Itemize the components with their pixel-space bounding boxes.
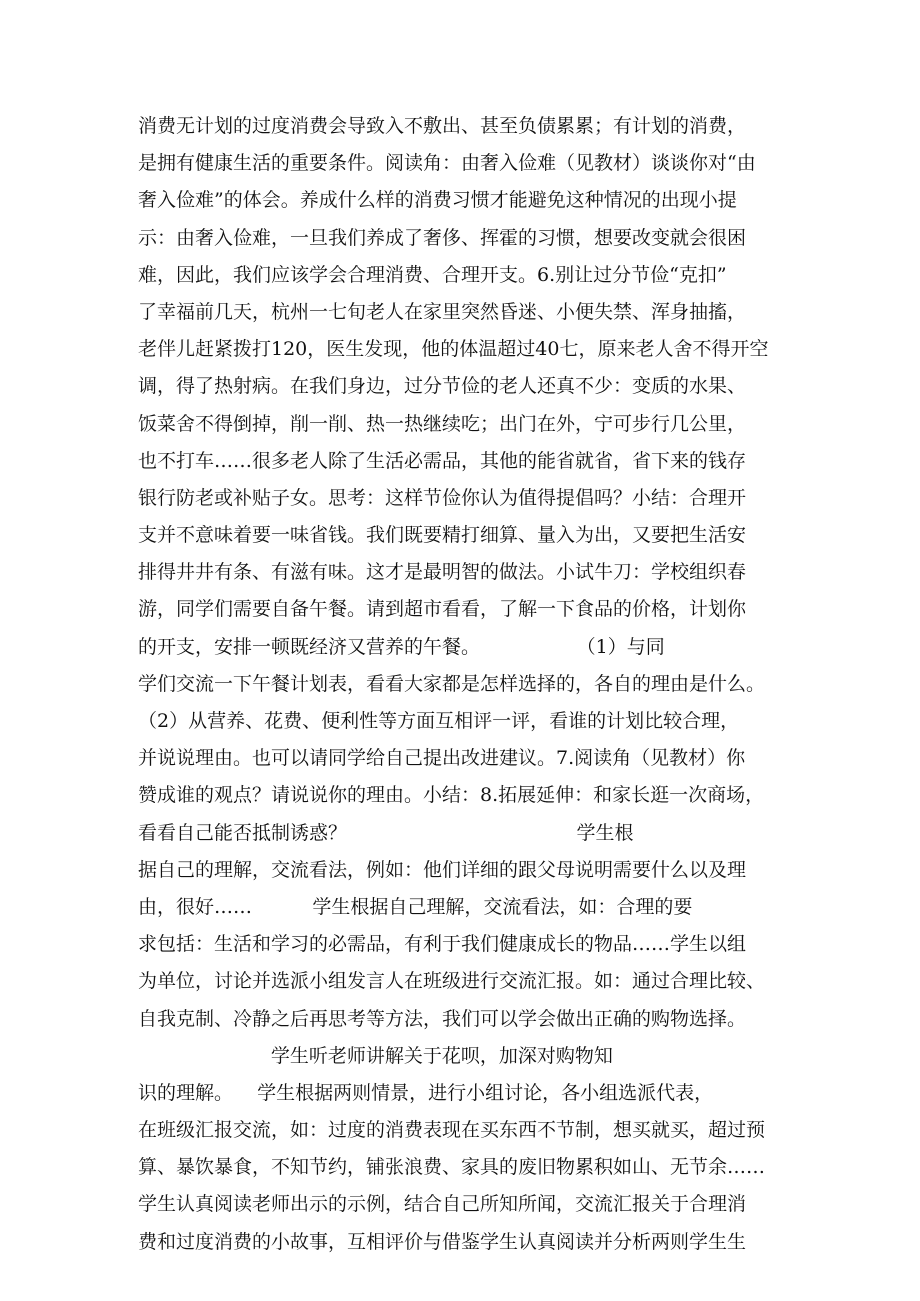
text-line: 老伴儿赶紧拨打120，医生发现，他的体温超过40七，原来老人舍不得开空 xyxy=(138,338,769,361)
text-line: 排得井井有条、有滋有味。这才是最明智的做法。小试牛刀：学校组织春 xyxy=(138,561,747,584)
text-line: 算、暴饮暴食，不知节约，铺张浪费、家具的废旧物累积如山、无节余…… xyxy=(138,1156,766,1179)
text-line: 在班级汇报交流，如：过度的消费表现在买东西不节制，想买就买，超过预 xyxy=(138,1119,766,1142)
text-line: 的开支，安排一顿既经济又营养的午餐。 （1）与同 xyxy=(138,635,665,658)
text-line: 消费无计划的过度消费会导致入不敷出、甚至负债累累；有计划的消费， xyxy=(138,115,747,137)
text-line: 难，因此，我们应该学会合理消费、合理开支。6.别让过分节俭“克扣” xyxy=(138,263,727,286)
text-line: 由，很好…… 学生根据自己理解，交流看法，如：合理的要 xyxy=(138,895,693,918)
text-line: 银行防老或补贴子女。思考：这样节俭你认为值得提倡吗？小结：合理开 xyxy=(138,486,747,509)
text-line: 奢入俭难”的体会。养成什么样的消费习惯才能避免这种情况的出现小提 xyxy=(138,189,737,212)
text-line: 也不打车……很多老人除了生活必需品，其他的能省就省，省下来的钱存 xyxy=(138,449,747,472)
text-line: 为单位，讨论并选派小组发言人在班级进行交流汇报。如：通过合理比较、 xyxy=(138,970,766,993)
text-line: （2）从营养、花费、便利性等方面互相评一评，看谁的计划比较合理， xyxy=(138,710,740,732)
text-line: 饭菜舍不得倒掉，削一削、热一热继续吃；出门在外，宁可步行几公里， xyxy=(138,412,747,435)
text-line: 费和过度消费的小故事，互相评价与借鉴学生认真阅读并分析两则学生生 xyxy=(138,1230,747,1253)
body-text xyxy=(138,108,798,1261)
text-line: 调，得了热射病。在我们身边，过分节俭的老人还真不少：变质的水果、 xyxy=(138,375,747,398)
text-line: 看看自己能否抵制诱惑？ 学生根 xyxy=(138,821,634,844)
text-line: 自我克制、冷静之后再思考等方法，我们可以学会做出正确的购物选择。 xyxy=(138,1007,747,1030)
text-line: 并说说理由。也可以请同学给自己提出改进建议。7.阅读角（见教材）你 xyxy=(138,747,746,770)
text-line: 支并不意味着要一味省钱。我们既要精打细算、量入为出，又要把生活安 xyxy=(138,524,747,547)
text-line: 求包括：生活和学习的必需品，有利于我们健康成长的物品……学生以组 xyxy=(138,933,747,956)
text-line: 了幸福前几天，杭州一七旬老人在家里突然昏迷、小便失禁、浑身抽搐， xyxy=(138,300,747,323)
text-line: 示：由奢入俭难，一旦我们养成了奢侈、挥霍的习惯，想要改变就会很困 xyxy=(138,226,747,249)
text-line: 识的理解。 学生根据两则情景，进行小组讨论，各小组选派代表， xyxy=(138,1081,714,1104)
text-line: 学生听老师讲解关于花呗，加深对购物知 xyxy=(138,1044,613,1067)
text-line: 学们交流一下午餐计划表，看看大家都是怎样选择的，各自的理由是什么。 xyxy=(138,672,766,695)
text-line: 是拥有健康生活的重要条件。阅读角：由奢入俭难（见教材）谈谈你对“由 xyxy=(138,152,756,175)
text-line: 据自己的理解，交流看法，例如：他们详细的跟父母说明需要什么以及理 xyxy=(138,858,747,881)
text-line: 游，同学们需要自备午餐。请到超市看看，了解一下食品的价格，计划你 xyxy=(138,598,747,621)
text-line: 学生认真阅读老师出示的示例，结合自己所知所闻，交流汇报关于合理消 xyxy=(138,1193,747,1216)
text-line: 赞成谁的观点？请说说你的理由。小结：8.拓展延伸：和家长逛一次商场， xyxy=(138,784,765,807)
